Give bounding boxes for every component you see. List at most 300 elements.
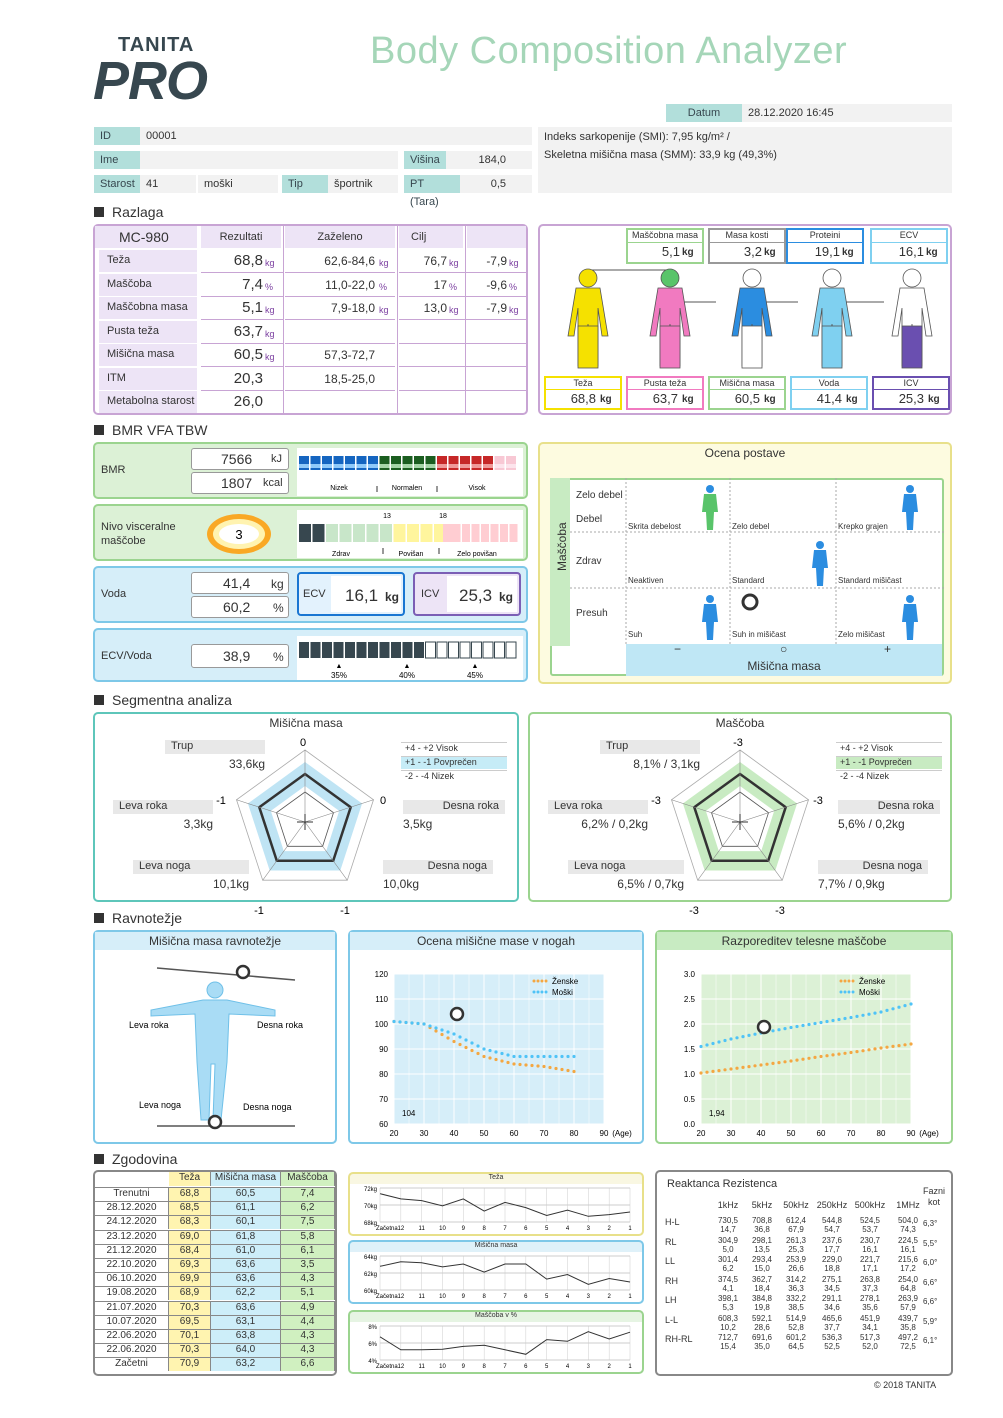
reactance-x: 74,3	[900, 1225, 916, 1234]
scale-bar	[491, 524, 499, 542]
x-tick: 90	[599, 1129, 609, 1138]
segment-value: 10,0kg	[383, 877, 420, 891]
series-point	[572, 1070, 575, 1073]
series-point	[873, 1047, 876, 1050]
segment-score: -3	[813, 795, 823, 807]
history-date: 22.06.2020	[95, 1329, 169, 1343]
history-value: 68,8	[169, 1187, 211, 1201]
series-point	[747, 1034, 750, 1037]
series-point	[879, 1010, 882, 1013]
history-value: 4,3	[281, 1329, 335, 1343]
bodycomp-top-2	[786, 228, 864, 264]
measurement-marker	[758, 1021, 770, 1033]
razlaga-row-label: Maščoba	[99, 274, 197, 296]
series-point	[729, 1067, 732, 1070]
bodycomp-bottom-label: Teža	[546, 378, 620, 390]
history-date: 06.10.2020	[95, 1272, 169, 1286]
y-tick: 80	[379, 1070, 388, 1079]
id-label: ID	[94, 127, 140, 145]
bodycomp-bottom-2	[708, 376, 786, 410]
razlaga-goal-unit: kg	[449, 305, 459, 315]
series-point	[807, 1057, 810, 1060]
smi-text: Indeks sarkopenije (SMI): 7,95 kg/m² /	[544, 131, 730, 143]
posture-figure-icon	[810, 540, 830, 586]
reactance-row-label: H-L	[665, 1217, 680, 1227]
series-point	[476, 1052, 479, 1055]
history-x-tick: 8	[482, 1294, 486, 1300]
y-tick: 110	[375, 995, 388, 1004]
history-x-tick: 12	[397, 1294, 405, 1300]
history-value: 6,2	[281, 1201, 335, 1215]
history-value: 4,4	[281, 1315, 335, 1329]
history-date: 28.12.2020	[95, 1201, 169, 1215]
reactance-r: 601,2	[785, 1333, 807, 1342]
segment-legend-item: +4 - +2 Visok	[836, 742, 942, 755]
segment-label: Desna roka	[838, 800, 940, 814]
svg-text:▲: ▲	[471, 663, 479, 670]
series-point	[813, 1022, 816, 1025]
bodycomp-top-unit: kg	[926, 247, 938, 258]
history-x-tick: 4	[565, 1364, 570, 1370]
scale-bar	[367, 524, 379, 542]
reactance-x: 64,8	[900, 1283, 916, 1293]
series-point	[705, 1071, 708, 1074]
height-value: 184,0	[446, 151, 532, 169]
series-point	[741, 1035, 744, 1038]
series-point	[765, 1063, 768, 1066]
history-chart-title: Mišična masa	[350, 1242, 642, 1252]
water-panel: Voda 41,4 kg 60,2 % ECV 16,1 kg ICV 25,3 kg	[93, 566, 528, 623]
reactance-r: 536,3	[821, 1333, 843, 1342]
series-point	[777, 1061, 780, 1064]
muscle-balance-figure	[95, 952, 335, 1142]
reactance-r: 517,3	[859, 1333, 881, 1342]
section-bmr: BMR VFA TBW	[94, 422, 207, 438]
reactance-x: 37,3	[862, 1283, 878, 1293]
history-value: 68,9	[169, 1286, 211, 1300]
ecvw-value: 38,9	[223, 648, 251, 664]
history-header: Teža	[169, 1172, 211, 1186]
x-tick: 70	[846, 1129, 856, 1138]
scale-bar	[506, 642, 516, 658]
scale-bar-sub	[506, 464, 516, 468]
history-value: 70,1	[169, 1329, 211, 1343]
scale-bar	[403, 642, 413, 658]
razlaga-row-label: ITM	[99, 368, 197, 390]
razlaga-desired: 7,9-18,0	[330, 301, 375, 315]
balance-left-arm: Leva roka	[129, 1020, 169, 1030]
ecvw-tick-40: 40%	[398, 671, 416, 680]
history-x-tick: 6	[524, 1226, 528, 1232]
series-point	[807, 1023, 810, 1026]
svg-text:▲: ▲	[403, 663, 411, 670]
scale-bar	[353, 524, 365, 542]
x-tick: 60	[816, 1129, 826, 1138]
scale-bar-sub	[357, 464, 367, 468]
history-value: 70,3	[169, 1343, 211, 1357]
series-point	[458, 1035, 461, 1038]
history-y-tick: 64kg	[363, 1255, 377, 1261]
razlaga-result-unit: kg	[265, 352, 275, 362]
bodycomp-top-unit: kg	[682, 247, 694, 258]
series-point	[711, 1070, 714, 1073]
posture-figure-icon	[900, 484, 920, 530]
fat-distribution-chart-title: Razporeditev telesne maščobe	[721, 934, 887, 948]
razlaga-diff-unit: %	[509, 281, 518, 292]
razlaga-diff-unit: kg	[509, 258, 519, 268]
reactance-row-label: RH	[665, 1275, 678, 1286]
history-x-tick: 2	[607, 1364, 611, 1370]
series-point	[446, 1036, 449, 1039]
series-point	[891, 1045, 894, 1048]
balance-right-arm: Desna roka	[257, 1020, 304, 1030]
segment-value: 33,6kg	[228, 757, 265, 771]
razlaga-goal: 13,0	[423, 301, 447, 315]
visceral-fat-value: 3	[235, 527, 243, 542]
reactance-freq: 50kHz	[783, 1200, 809, 1210]
series-point	[560, 1068, 563, 1071]
razlaga-desired-unit: kg	[379, 258, 389, 268]
legend-label: Moški	[552, 988, 573, 997]
segment-score: -3	[775, 905, 785, 917]
scale-bar-sub	[345, 464, 355, 468]
reactance-x: 54,7	[824, 1225, 840, 1234]
series-point	[566, 1055, 569, 1058]
series-point	[470, 1049, 473, 1052]
scale-bar	[483, 642, 493, 658]
series-point	[452, 1040, 455, 1043]
history-x-tick: 5	[544, 1364, 549, 1370]
reactance-r: 592,1	[751, 1313, 773, 1323]
reactance-phase: 6,6°	[923, 1297, 938, 1306]
vf-scale-healthy: Zdrav	[332, 551, 350, 558]
history-date: 24.12.2020	[95, 1215, 169, 1229]
series-point	[735, 1067, 738, 1070]
x-tick: 30	[419, 1129, 429, 1138]
bodycomp-bottom-value: 60,5	[734, 391, 760, 406]
reactance-r: 253,9	[785, 1255, 807, 1264]
segment-value: 5,6% / 0,2kg	[838, 817, 905, 831]
razlaga-row-label: Maščobna masa	[99, 297, 197, 319]
series-point	[518, 1055, 521, 1058]
scale-bar-sub	[414, 464, 424, 468]
series-point	[771, 1062, 774, 1065]
history-x-tick: 2	[607, 1294, 611, 1300]
history-value: 64,0	[211, 1343, 281, 1357]
pt-label: PT (Tara)	[404, 175, 460, 193]
history-x-tick: 1	[628, 1294, 632, 1300]
reactance-x: 34,1	[862, 1322, 878, 1332]
segment-label: Leva noga	[133, 860, 249, 874]
posture-y-label: Maščoba	[555, 522, 569, 571]
razlaga-result: 7,4	[242, 275, 263, 293]
scale-bar	[462, 524, 470, 542]
series-point	[440, 1033, 443, 1036]
posture-row-label: Zelo debel	[576, 490, 623, 501]
history-date: 19.08.2020	[95, 1286, 169, 1300]
water-label: Voda	[101, 588, 127, 600]
razlaga-row-label: Pusta teža	[99, 321, 197, 343]
bodycomp-top-value: 3,2	[743, 244, 762, 259]
reactance-freq: 500kHz	[854, 1200, 886, 1210]
history-y-tick: 70kg	[363, 1204, 377, 1210]
history-value: 6,6	[281, 1357, 335, 1371]
history-y-tick: 72kg	[363, 1187, 377, 1193]
series-point	[554, 1067, 557, 1070]
segment-value: 3,5kg	[403, 817, 433, 831]
reactance-row-label: LL	[665, 1256, 676, 1266]
bodycomp-bottom-unit: kg	[600, 394, 612, 405]
leg-muscle-chart-title: Ocena mišične mase v nogah	[416, 934, 576, 948]
reactance-x: 64,5	[788, 1342, 804, 1351]
series-point	[909, 1002, 912, 1005]
bmr-label: BMR	[101, 464, 126, 476]
visceral-fat-panel	[93, 504, 528, 561]
reactance-x: 52,5	[824, 1342, 840, 1351]
segment-legend-item: +1 - -1 Povprečen	[401, 756, 507, 769]
series-point	[855, 1050, 858, 1053]
reactance-r: 439,7	[897, 1313, 919, 1323]
series-point	[434, 1029, 437, 1032]
reactance-x: 52,0	[862, 1342, 878, 1351]
series-point	[524, 1055, 527, 1058]
razlaga-table	[93, 224, 528, 415]
posture-x-label: Mišična masa	[747, 659, 821, 673]
reactance-x: 57,9	[900, 1303, 916, 1312]
series-point	[735, 1036, 738, 1039]
history-date: 23.12.2020	[95, 1230, 169, 1244]
series-point	[843, 1017, 846, 1020]
reactance-x: 35,6	[862, 1303, 878, 1312]
reactance-x: 25,3	[788, 1244, 804, 1254]
history-value: 3,5	[281, 1258, 335, 1272]
bmr-scale-normal: Normalen	[391, 485, 423, 492]
type-label: Tip	[282, 175, 328, 193]
series-point	[705, 1043, 708, 1046]
page-title: Body Composition Analyzer	[370, 30, 848, 72]
reactance-r: 612,4	[785, 1216, 807, 1225]
series-point	[488, 1056, 491, 1059]
razlaga-row-label: Teža	[99, 250, 197, 272]
x-tick: 60	[509, 1129, 519, 1138]
body-figure-4	[892, 269, 932, 368]
series-point	[867, 1013, 870, 1016]
reactance-r: 304,9	[717, 1235, 739, 1245]
reactance-r: 362,7	[751, 1274, 773, 1284]
history-date: Trenutni	[95, 1187, 169, 1201]
x-tick: 50	[786, 1129, 796, 1138]
scale-bar-sub	[368, 464, 378, 468]
series-point	[861, 1049, 864, 1052]
icv-value: 25,3	[459, 586, 493, 605]
ecvw-tick-45: 45%	[466, 671, 484, 680]
bodycomp-bottom-4	[872, 376, 950, 410]
reactance-r: 224,5	[897, 1235, 919, 1245]
reactance-r: 708,8	[751, 1216, 773, 1225]
segment-score: -1	[216, 795, 226, 807]
series-point	[494, 1058, 497, 1061]
series-point	[819, 1055, 822, 1058]
x-tick: 50	[479, 1129, 489, 1138]
footer: © 2018 TANITA	[874, 1380, 937, 1390]
reactance-x: 67,9	[788, 1225, 804, 1234]
series-point	[897, 1044, 900, 1047]
body-figure-2	[732, 269, 772, 368]
ecvw-tick-35: 35%	[330, 671, 348, 680]
scale-bar	[340, 524, 352, 542]
scale-bar	[510, 524, 518, 542]
series-point	[530, 1055, 533, 1058]
series-point	[759, 1063, 762, 1066]
reactance-r: 497,2	[897, 1333, 919, 1342]
measurement-marker	[451, 1008, 463, 1020]
series-point	[482, 1047, 485, 1050]
series-point	[506, 1053, 509, 1056]
height-label: Višina	[404, 151, 446, 169]
bodycomp-bottom-3	[790, 376, 868, 410]
body-figure-3	[812, 269, 852, 368]
history-x-tick: 7	[503, 1226, 507, 1232]
reactance-freq: 5kHz	[751, 1200, 773, 1210]
x-tick: 70	[539, 1129, 549, 1138]
scale-bar-sub	[449, 464, 459, 468]
series-point	[434, 1026, 437, 1029]
bmr-scale-high: Visok	[468, 485, 486, 492]
razlaga-diff: -7,9	[486, 254, 507, 268]
history-x-tick: 5	[544, 1226, 549, 1232]
razlaga-desired: 18,5-25,0	[324, 371, 375, 386]
history-value: 63,1	[211, 1315, 281, 1329]
segment-value: 10,1kg	[212, 877, 249, 891]
reactance-r: 514,9	[785, 1313, 807, 1323]
history-x-tick: 2	[607, 1226, 611, 1232]
legend-label: Ženske	[859, 977, 886, 986]
history-chart-title: Teža	[350, 1174, 642, 1184]
segment-label: Desna noga	[818, 860, 928, 874]
reactance-r: 298,1	[751, 1235, 773, 1245]
reactance-r: 278,1	[859, 1294, 881, 1303]
scale-bar-sub	[460, 464, 470, 468]
segment-score: 0	[379, 795, 387, 807]
series-point	[849, 1051, 852, 1054]
bodycomp-bottom-unit: kg	[764, 394, 776, 405]
posture-x-mid: ○	[780, 642, 788, 656]
history-x-tick: 9	[461, 1226, 466, 1232]
series-point	[795, 1059, 798, 1062]
history-mini-chart	[350, 1184, 642, 1236]
reactance-x: 36,3	[788, 1283, 804, 1293]
vf-scale-elevated: Povišan	[398, 551, 424, 558]
razlaga-desired-unit: kg	[379, 305, 389, 315]
bodycomp-top-label: Masa kosti	[710, 230, 784, 243]
series-point	[410, 1021, 413, 1024]
reactance-x: 19,8	[754, 1303, 770, 1312]
series-point	[717, 1069, 720, 1072]
history-mini-chart	[350, 1252, 642, 1304]
reactance-x: 5,0	[722, 1244, 734, 1254]
reactance-phase: 6,0°	[923, 1258, 938, 1267]
y-tick: 2.5	[683, 995, 695, 1004]
series-point	[885, 1046, 888, 1049]
bmr-scale-low: Nizek	[330, 485, 348, 492]
series-point	[500, 1052, 503, 1055]
scale-bar	[407, 524, 419, 542]
series-point	[458, 1043, 461, 1046]
history-value: 70,9	[169, 1357, 211, 1371]
history-x-tick: 3	[586, 1364, 591, 1370]
reactance-row-label: L-L	[665, 1314, 679, 1325]
reactance-r: 544,8	[821, 1216, 843, 1225]
type-value: športnik	[328, 175, 398, 193]
name-label: Ime	[94, 151, 140, 169]
reactance-x: 14,7	[720, 1225, 736, 1234]
segment-score: -1	[340, 905, 350, 917]
segment-fat-panel	[528, 712, 952, 917]
series-point	[831, 1053, 834, 1056]
history-y-tick: 68kg	[363, 1221, 377, 1227]
series-point	[476, 1044, 479, 1047]
date-label: Datum	[666, 104, 742, 122]
y-tick: 1.5	[683, 1045, 695, 1054]
series-point	[560, 1055, 563, 1058]
razlaga-desired: 57,3-72,7	[324, 348, 375, 362]
scale-bar	[326, 524, 338, 542]
razlaga-desired: 11,0-22,0	[325, 277, 375, 292]
reactance-r: 263,8	[859, 1274, 881, 1284]
age-axis-label: (Age)	[612, 1129, 632, 1138]
reactance-phase: 5,5°	[923, 1238, 938, 1248]
series-point	[789, 1026, 792, 1029]
reactance-freq: 250kHz	[816, 1200, 848, 1210]
name-value	[140, 151, 398, 169]
visceral-fat-scale	[297, 510, 523, 558]
reactance-x: 17,7	[824, 1244, 840, 1254]
reactance-r: 504,0	[897, 1216, 919, 1225]
posture-x-minus: −	[674, 642, 682, 656]
series-point	[849, 1016, 852, 1019]
posture-row-label: Debel	[576, 514, 603, 525]
series-point	[464, 1038, 467, 1041]
scale-bar	[299, 524, 311, 542]
visceral-fat-label: Nivo visceralne maščobe	[101, 521, 176, 547]
razlaga-result: 20,3	[233, 369, 263, 387]
reactance-x: 37,7	[824, 1322, 840, 1332]
history-x-tick: Začetna	[376, 1364, 398, 1370]
history-value: 7,4	[281, 1187, 335, 1201]
scale-bar	[380, 524, 392, 542]
reactance-r: 332,2	[785, 1294, 807, 1303]
bmr-kcal: 1807	[221, 475, 253, 491]
series-point	[795, 1025, 798, 1028]
bodycomp-bottom-unit: kg	[928, 394, 940, 405]
reactance-x: 15,0	[754, 1264, 770, 1273]
segment-label: Leva noga	[568, 860, 684, 874]
date-value: 28.12.2020 16:45	[742, 104, 952, 122]
bodycomp-bottom-label: Voda	[792, 378, 866, 390]
posture-grid	[570, 478, 944, 646]
reactance-x: 35,8	[900, 1322, 916, 1332]
y-tick: 3.0	[683, 970, 695, 979]
reactance-r: 465,6	[821, 1313, 843, 1323]
series-point	[789, 1059, 792, 1062]
y-tick: 120	[374, 970, 388, 979]
scale-bar	[449, 642, 459, 658]
history-value: 69,0	[169, 1230, 211, 1244]
series-point	[542, 1055, 545, 1058]
series-point	[398, 1020, 401, 1023]
svg-text:▲: ▲	[335, 663, 343, 670]
series-point	[777, 1028, 780, 1031]
